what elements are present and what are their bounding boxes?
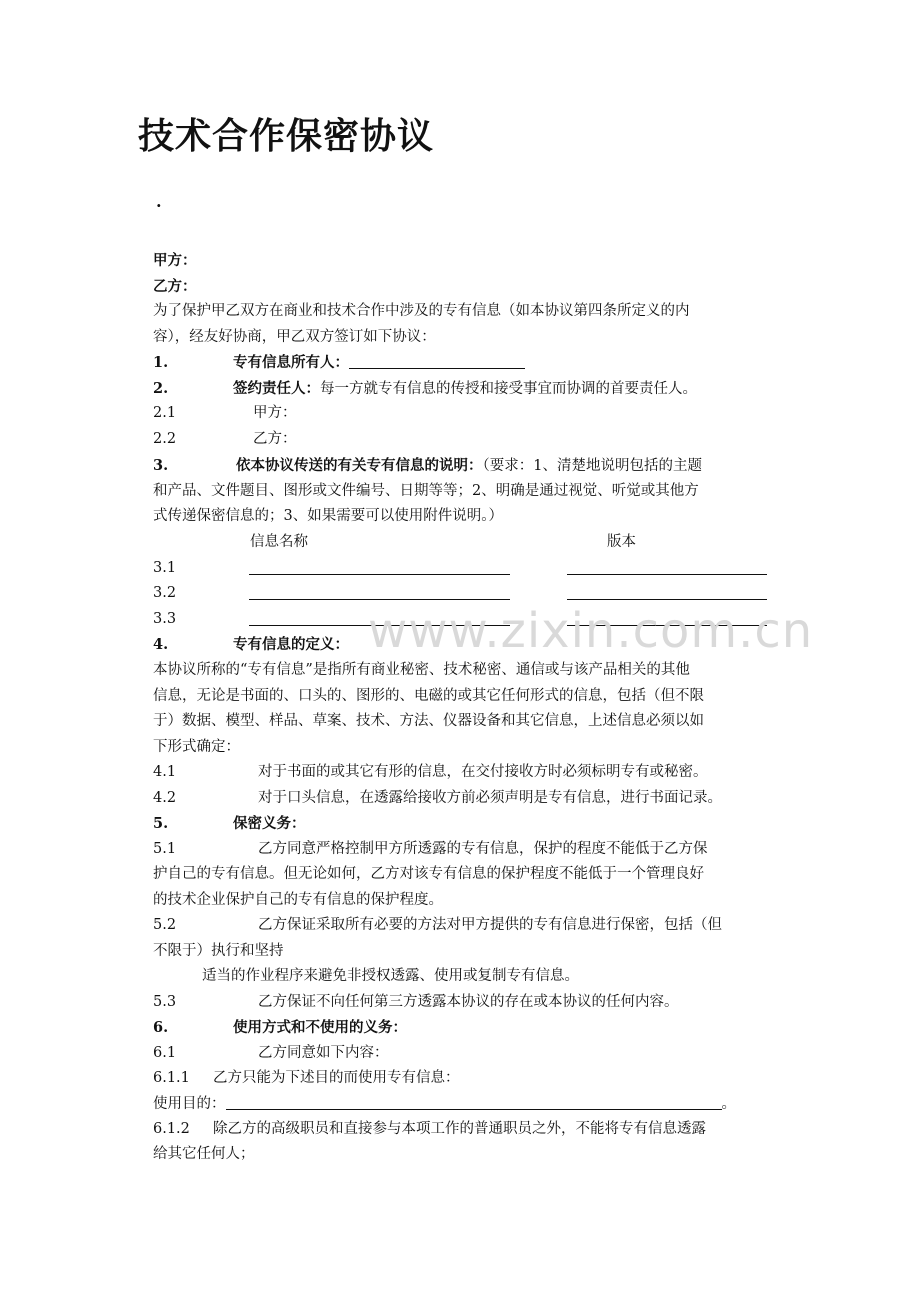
- section-4-para-line-4: 下形式确定：: [153, 739, 240, 755]
- clause-4-2: [153, 786, 722, 812]
- clause-text: 乙方：: [253, 431, 297, 447]
- clause-text: 乙方同意如下内容：: [258, 1045, 389, 1061]
- clause-5-2-line-2: 不限于）执行和坚持: [153, 943, 284, 959]
- section-label: 专有信息所有人：: [233, 354, 349, 371]
- bullet-dot: ·: [156, 196, 162, 215]
- clause-number: 4.1: [153, 764, 177, 780]
- document-title: 技术合作保密协议: [138, 116, 435, 157]
- clause-5-1-line-2: 护自己的专有信息。但无论如何，乙方对该专有信息的保护程度不能低于一个管理良好: [153, 866, 704, 882]
- clause-text: 乙方同意严格控制甲方所透露的专有信息，保护的程度不能低于乙方保: [258, 841, 708, 857]
- section-label: 依本协议传送的有关专有信息的说明：: [236, 457, 483, 474]
- intro-line-2: 容），经友好协商，甲乙双方签订如下协议：: [153, 329, 436, 345]
- section-label: 使用方式和不使用的义务：: [233, 1019, 407, 1036]
- table-row-version-blank: [567, 599, 767, 600]
- clause-6-1-2-line-2: 给其它任何人；: [153, 1146, 255, 1162]
- clause-5-3: [153, 990, 679, 1016]
- section-number: 4.: [153, 636, 169, 653]
- clause-number: 6.1.2: [153, 1121, 190, 1137]
- clause-number: 5.1: [153, 841, 177, 857]
- section-label: 保密义务：: [233, 815, 306, 832]
- clause-6-1: [153, 1041, 389, 1067]
- section-3-line-2: 和产品、文件题目、图形或文件编号、日期等等；2、明确是通过视觉、听觉或其他方: [153, 483, 699, 499]
- table-row-number: 3.2: [153, 585, 177, 601]
- watermark: www.zixin.com.cn: [368, 603, 814, 659]
- clause-text: 对于书面的或其它有形的信息，在交付接收方时必须标明专有或秘密。: [258, 764, 708, 780]
- section-4-para-line-2: 信息，无论是书面的、口头的、图形的、电磁的或其它任何形式的信息，包括（但不限: [153, 688, 704, 704]
- clause-5-1: [153, 837, 708, 863]
- owner-blank: [349, 352, 525, 369]
- clause-number: 5.2: [153, 917, 177, 933]
- party-a-label: 甲方：: [153, 252, 197, 269]
- section-text: （要求：1、清楚地说明包括的主题: [482, 458, 702, 474]
- clause-text: 甲方：: [253, 405, 297, 421]
- clause-2-1: [153, 401, 297, 427]
- clause-number: 4.2: [153, 790, 177, 806]
- section-number: 5.: [153, 815, 169, 832]
- clause-4-1: [153, 760, 708, 786]
- purpose-blank: [226, 1093, 722, 1110]
- section-number: 6.: [153, 1019, 169, 1036]
- table-row-version-blank: [567, 574, 767, 575]
- section-label: 专有信息的定义：: [233, 636, 349, 653]
- table-row-name-blank: [249, 599, 510, 600]
- section-5: [153, 811, 306, 837]
- section-number: 2.: [153, 380, 169, 397]
- section-3-line-3: 式传递保密信息的；3、如果需要可以使用附件说明。）: [153, 508, 503, 524]
- section-number: 3.: [153, 457, 169, 474]
- clause-number: 6.1.1: [153, 1070, 190, 1086]
- purpose-label: 使用目的：: [153, 1096, 226, 1112]
- section-4: [153, 632, 349, 658]
- section-text: 每一方就专有信息的传授和接受事宜而协调的首要责任人。: [320, 381, 697, 397]
- intro-line-1: 为了保护甲乙双方在商业和技术合作中涉及的专有信息（如本协议第四条所定义的内: [153, 303, 690, 319]
- clause-5-2: [153, 913, 722, 939]
- clause-number: 5.3: [153, 994, 177, 1010]
- table-row-number: 3.3: [153, 611, 177, 627]
- clause-6-1-2: [153, 1117, 706, 1143]
- clause-2-2: [153, 427, 297, 453]
- section-number: 1.: [153, 354, 169, 371]
- clause-5-1-line-3: 的技术企业保护自己的专有信息的保护程度。: [153, 892, 443, 908]
- clause-text: 对于口头信息，在透露给接收方前必须声明是专有信息，进行书面记录。: [258, 790, 722, 806]
- clause-number: 2.1: [153, 405, 177, 421]
- table-row-name-blank: [249, 574, 510, 575]
- section-1: [153, 350, 525, 376]
- section-4-para-line-3: 于）数据、模型、样品、草案、技术、方法、仪器设备和其它信息，上述信息必须以如: [153, 713, 704, 729]
- clause-text: 乙方保证采取所有必要的方法对甲方提供的专有信息进行保密，包括（但: [258, 917, 722, 933]
- section-3: [153, 453, 702, 480]
- section-4-para-line-1: 本协议所称的“专有信息”是指所有商业秘密、技术秘密、通信或与该产品相关的其他: [153, 662, 690, 678]
- table-header-version: 版本: [607, 534, 636, 550]
- party-b-label: 乙方：: [153, 278, 197, 295]
- table-header-name: 信息名称: [250, 534, 308, 550]
- clause-text: 乙方保证不向任何第三方透露本协议的存在或本协议的任何内容。: [258, 994, 679, 1010]
- section-2: [153, 376, 697, 403]
- section-label: 签约责任人：: [233, 380, 320, 397]
- clause-text: 乙方只能为下述目的而使用专有信息：: [213, 1070, 460, 1086]
- table-row-number: 3.1: [153, 560, 177, 576]
- section-6: [153, 1015, 407, 1041]
- clause-number: 6.1: [153, 1045, 177, 1061]
- clause-text: 除乙方的高级职员和直接参与本项工作的普通职员之外，不能将专有信息透露: [213, 1121, 706, 1137]
- purpose-line: [153, 1092, 736, 1118]
- clause-5-2-line-3: 适当的作业程序来避免非授权透露、使用或复制专有信息。: [202, 968, 579, 984]
- clause-number: 2.2: [153, 431, 177, 447]
- clause-6-1-1: [153, 1066, 460, 1092]
- purpose-end: 。: [721, 1096, 736, 1112]
